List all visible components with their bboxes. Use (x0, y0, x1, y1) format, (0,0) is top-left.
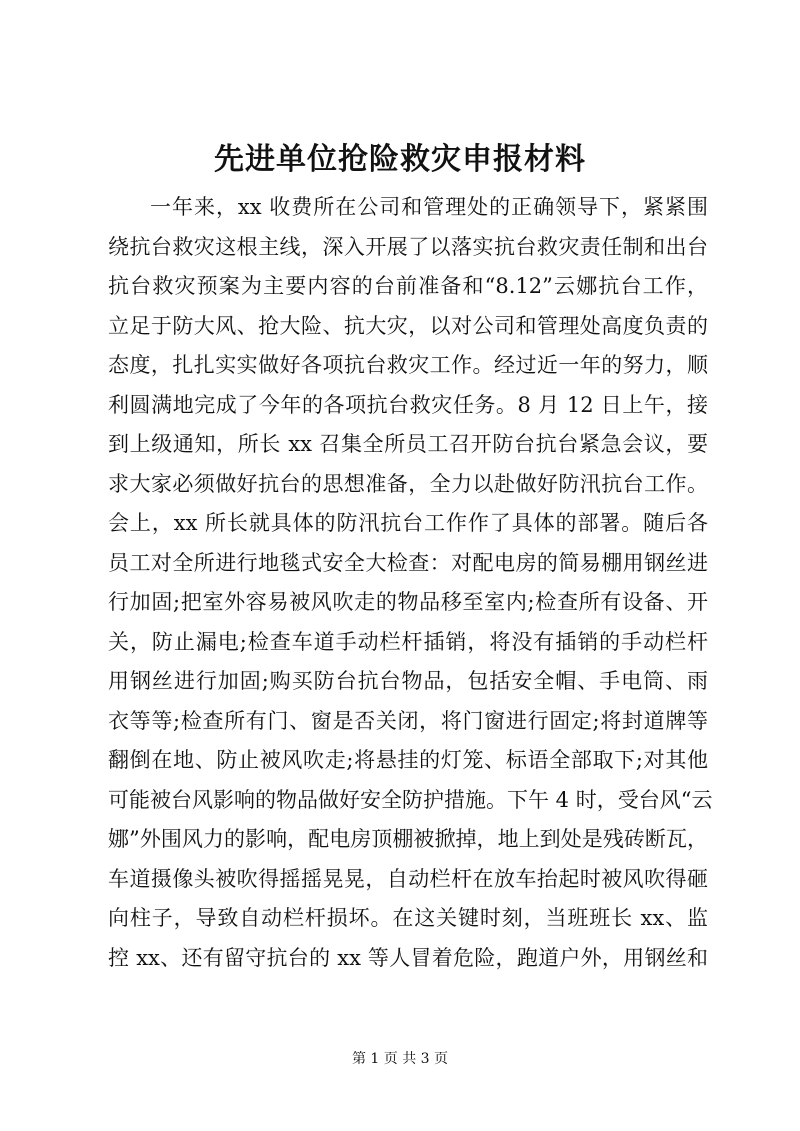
body-line: 向柱子，导致自动栏杆损坏。在这关键时刻，当班班长 xx、监 (108, 906, 708, 930)
body-line: 娜”外围风力的影响，配电房顶棚被掀掉，地上到处是残砖断瓦， (108, 827, 708, 851)
body-line: 员工对全所进行地毯式安全大检查：对配电房的简易棚用钢丝进 (108, 550, 708, 575)
body-line: 行加固;把室外容易被风吹走的物品移至室内;检查所有设备、开 (108, 590, 708, 614)
document-body (108, 188, 713, 978)
body-line: 用钢丝进行加固;购买防台抗台物品，包括安全帽、手电筒、雨 (108, 669, 708, 693)
body-line: 利圆满地完成了今年的各项抗台救灾任务。8 月 12 日上午，接 (108, 392, 708, 417)
body-line: 绕抗台救灾这根主线，深入开展了以落实抗台救灾责任制和出台 (108, 234, 708, 259)
body-line: 一年来，xx 收费所在公司和管理处的正确领导下，紧紧围 (150, 195, 708, 219)
body-line: 关，防止漏电;检查车道手动栏杆插销，将没有插销的手动栏杆 (108, 629, 708, 654)
body-line: 抗台救灾预案为主要内容的台前准备和“8.12”云娜抗台工作， (108, 274, 708, 298)
body-line: 态度，扎扎实实做好各项抗台救灾工作。经过近一年的努力，顺 (108, 353, 708, 377)
body-line: 求大家必须做好抗台的思想准备，全力以赴做好防汛抗台工作。 (108, 471, 708, 496)
body-line: 衣等等;检查所有门、窗是否关闭，将门窗进行固定;将封道牌等 (108, 708, 708, 733)
body-line: 到上级通知，所长 xx 召集全所员工召开防台抗台紧急会议，要 (108, 432, 708, 456)
document-title: 先进单位抢险救灾申报材料 (214, 142, 586, 177)
body-line: 立足于防大风、抢大险、抗大灾，以对公司和管理处高度负责的 (108, 313, 708, 338)
page-number-footer: 第 1 页 共 3 页 (351, 1051, 449, 1067)
body-line: 控 xx、还有留守抗台的 xx 等人冒着危险，跑道户外，用钢丝和 (108, 945, 708, 970)
body-line: 车道摄像头被吹得摇摇晃晃，自动栏杆在放车抬起时被风吹得砸 (108, 866, 708, 891)
body-line: 会上，xx 所长就具体的防汛抗台工作作了具体的部署。随后各 (108, 511, 708, 535)
body-line: 翻倒在地、防止被风吹走;将悬挂的灯笼、标语全部取下;对其他 (108, 748, 708, 772)
body-line: 可能被台风影响的物品做好安全防护措施。下午 4 时，受台风“云 (108, 787, 713, 812)
